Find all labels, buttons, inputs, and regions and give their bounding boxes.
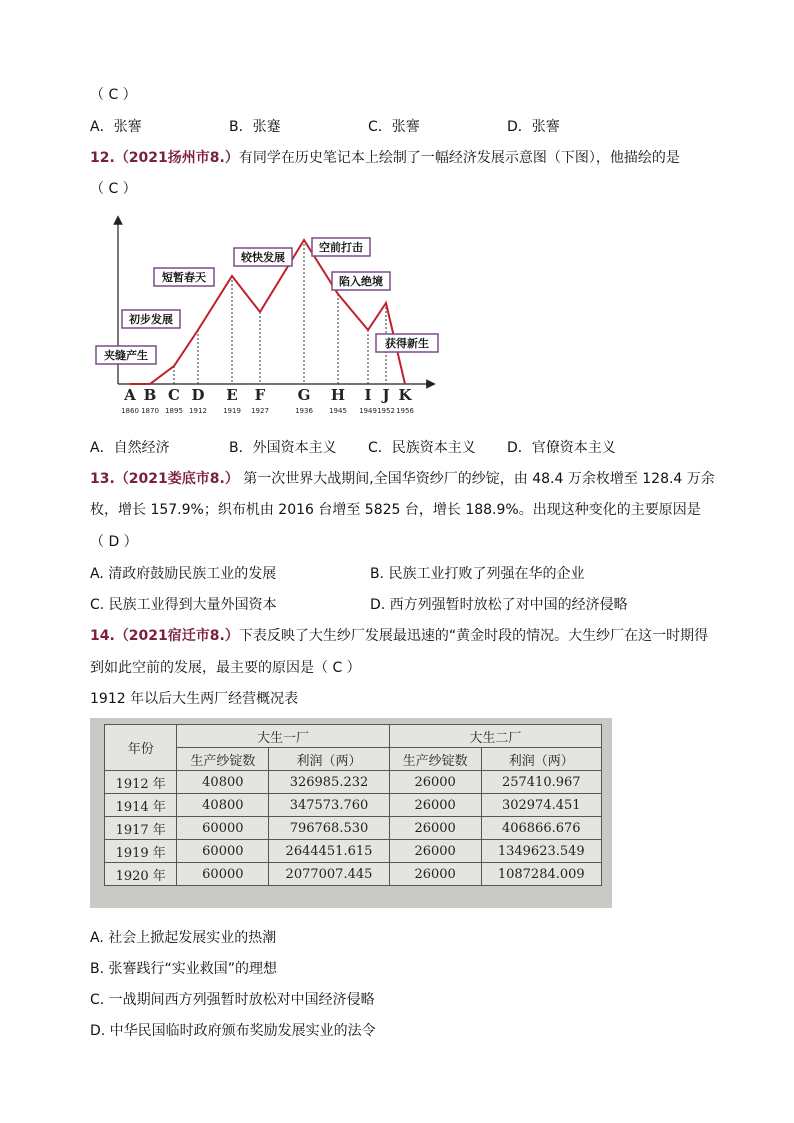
q12-stem bbox=[90, 147, 680, 167]
cell: 26000 bbox=[389, 771, 481, 794]
x-year-label: 1912 bbox=[189, 407, 207, 415]
x-letter-label: K bbox=[398, 386, 412, 404]
f2-profit-header: 利润（两） bbox=[481, 748, 601, 771]
q13-stem-line2: 枚，增长 157.9%；织布机由 2016 台增至 5825 台，增长 188.9%。出现这种变化的主要原因是 bbox=[90, 502, 701, 518]
q14-stem-line2: 到如此空前的发展，最主要的原因是（ C ） bbox=[90, 660, 361, 676]
cell: 2077007.445 bbox=[269, 863, 389, 886]
q14-number: 14. bbox=[90, 628, 115, 644]
table-row bbox=[105, 840, 602, 863]
factory1-header: 大生一厂 bbox=[177, 725, 389, 748]
q12-option-d: D．官僚资本主义 bbox=[507, 440, 616, 456]
table-row bbox=[105, 863, 602, 886]
q11-option-c: C．张謇 bbox=[368, 119, 420, 135]
q12-number: 12. bbox=[90, 150, 115, 166]
q13-source: （2021娄底市8.） bbox=[114, 471, 239, 487]
stage-label: 获得新生 bbox=[385, 337, 429, 350]
stage-label: 短暂春天 bbox=[162, 271, 206, 284]
q14-option-a: A. 社会上掀起发展实业的热潮 bbox=[90, 930, 277, 946]
q14-table-title: 1912 年以后大生两厂经营概况表 bbox=[90, 691, 299, 707]
q11-option-a: A．张謇 bbox=[90, 119, 142, 135]
cell: 1914 年 bbox=[105, 794, 177, 817]
f2-spindles-header: 生产纱锭数 bbox=[389, 748, 481, 771]
x-letter-label: I bbox=[364, 386, 372, 404]
cell: 1087284.009 bbox=[481, 863, 601, 886]
x-letter-label: E bbox=[226, 386, 238, 404]
q14-option-d: D. 中华民国临时政府颁布奖励发展实业的法令 bbox=[90, 1023, 376, 1039]
q14-stem-line1 bbox=[90, 625, 708, 645]
cell: 26000 bbox=[389, 794, 481, 817]
stage-label: 夹缝产生 bbox=[104, 349, 148, 362]
cell: 60000 bbox=[177, 840, 269, 863]
cell: 1917 年 bbox=[105, 817, 177, 840]
cell: 1349623.549 bbox=[481, 840, 601, 863]
q14-source: （2021宿迁市8.） bbox=[114, 628, 239, 644]
cell: 60000 bbox=[177, 863, 269, 886]
x-year-label: 1860 bbox=[121, 407, 139, 415]
q13-answer: （ D ） bbox=[90, 534, 138, 550]
table-row bbox=[105, 794, 602, 817]
cell: 2644451.615 bbox=[269, 840, 389, 863]
stage-label: 陷入绝境 bbox=[339, 275, 383, 288]
q11-option-b: B．张蹇 bbox=[229, 119, 281, 135]
x-year-label: 1919 bbox=[223, 407, 241, 415]
economy-development-chart bbox=[86, 212, 446, 422]
q12-answer: （ C ） bbox=[90, 181, 137, 197]
cell: 26000 bbox=[389, 817, 481, 840]
x-letter-label: A bbox=[124, 386, 136, 404]
x-year-label: 1927 bbox=[251, 407, 269, 415]
stage-label: 空前打击 bbox=[319, 241, 363, 254]
x-letter-label: B bbox=[143, 386, 157, 404]
q12-option-c: C．民族资本主义 bbox=[368, 440, 476, 456]
q13-number: 13. bbox=[90, 471, 115, 487]
x-letter-label: D bbox=[191, 386, 205, 404]
q14-option-c: C. 一战期间西方列强暂时放松对中国经济侵略 bbox=[90, 992, 375, 1008]
q12-option-a: A．自然经济 bbox=[90, 440, 170, 456]
q13-option-c: C. 民族工业得到大量外国资本 bbox=[90, 597, 277, 613]
q11-answer: （ C ） bbox=[90, 87, 137, 103]
x-year-label: 1949 bbox=[359, 407, 377, 415]
year-header: 年份 bbox=[105, 725, 177, 771]
x-year-label: 1945 bbox=[329, 407, 347, 415]
factory-table bbox=[104, 724, 602, 886]
x-letter-label: H bbox=[330, 386, 346, 404]
cell: 257410.967 bbox=[481, 771, 601, 794]
table-row bbox=[105, 771, 602, 794]
cell: 302974.451 bbox=[481, 794, 601, 817]
x-year-label: 1952 bbox=[377, 407, 395, 415]
cell: 60000 bbox=[177, 817, 269, 840]
cell: 796768.530 bbox=[269, 817, 389, 840]
cell: 1919 年 bbox=[105, 840, 177, 863]
f1-spindles-header: 生产纱锭数 bbox=[177, 748, 269, 771]
cell: 347573.760 bbox=[269, 794, 389, 817]
cell: 40800 bbox=[177, 794, 269, 817]
x-year-label: 1895 bbox=[165, 407, 183, 415]
q14-option-b: B. 张謇践行“实业救国”的理想 bbox=[90, 961, 278, 977]
x-year-label: 1936 bbox=[295, 407, 313, 415]
q12-option-b: B．外国资本主义 bbox=[229, 440, 337, 456]
factory2-header: 大生二厂 bbox=[389, 725, 601, 748]
cell: 26000 bbox=[389, 863, 481, 886]
q13-option-b: B. 民族工业打败了列强在华的企业 bbox=[370, 566, 585, 582]
x-letter-label: G bbox=[297, 386, 311, 404]
table-row bbox=[105, 817, 602, 840]
q12-source: （2021扬州市8.） bbox=[114, 150, 239, 166]
cell: 1912 年 bbox=[105, 771, 177, 794]
cell: 1920 年 bbox=[105, 863, 177, 886]
x-letter-label: C bbox=[168, 386, 180, 404]
stage-label: 初步发展 bbox=[129, 313, 173, 326]
x-letter-label: F bbox=[254, 386, 266, 404]
x-letter-label: J bbox=[382, 386, 390, 404]
q13-stem-line1 bbox=[90, 468, 715, 488]
q14-text-1: 下表反映了大生纱厂发展最迅速的“黄金时段的情况。大生纱厂在这一时期得 bbox=[238, 628, 709, 644]
q13-option-a: A. 清政府鼓励民族工业的发展 bbox=[90, 566, 277, 582]
cell: 406866.676 bbox=[481, 817, 601, 840]
stage-label: 较快发展 bbox=[241, 251, 285, 264]
f1-profit-header: 利润（两） bbox=[269, 748, 389, 771]
q11-option-d: D．张謇 bbox=[507, 119, 560, 135]
q13-option-d: D. 西方列强暂时放松了对中国的经济侵略 bbox=[370, 597, 628, 613]
q13-text-1: 第一次世界大战期间,全国华资纱厂的纱锭，由 48.4 万余枚增至 128.4 万余 bbox=[238, 471, 715, 487]
cell: 40800 bbox=[177, 771, 269, 794]
q12-text: 有同学在历史笔记本上绘制了一幅经济发展示意图（下图），他描绘的是 bbox=[238, 150, 680, 166]
cell: 26000 bbox=[389, 840, 481, 863]
x-year-label: 1956 bbox=[396, 407, 414, 415]
cell: 326985.232 bbox=[269, 771, 389, 794]
x-year-label: 1870 bbox=[141, 407, 159, 415]
table-photo bbox=[90, 718, 612, 908]
